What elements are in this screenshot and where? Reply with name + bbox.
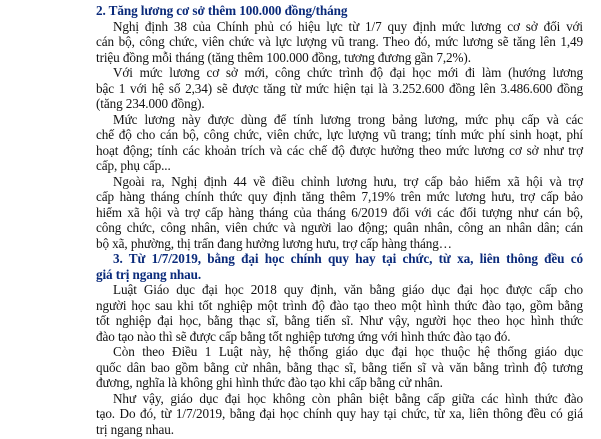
section-3-heading-line-2: giá trị ngang nhau. (96, 266, 202, 282)
s2-p2-line-1: Với mức lương cơ sở mới, công chức trình độ đại học mới đi làm (hướng lương (113, 65, 583, 81)
s2-p1-line-3: triệu đồng mỗi tháng (tăng thêm 100.000 đồng, tương đương gần 7,2%). (96, 49, 471, 65)
s3-p1-line-2: người học sau khi tốt nghiệp một trình độ đào tạo theo một hình thức đào tạo, gồm bằng (96, 297, 583, 313)
s2-p3-line-2: chế độ cho cán bộ, công chức, viên chức, lực lượng vũ trang; tính mức phí sinh hoạt, phí (96, 127, 583, 143)
s2-p1-line-1: Nghị định 38 của Chính phủ có hiệu lực từ 1/7 quy định mức lương cơ sở đối với (113, 18, 583, 34)
s3-p1-line-3: tốt nghiệp đại học, bằng thạc sĩ, bằng tiến sĩ. Như vậy, người học theo học hình thức (96, 313, 583, 329)
s3-p3-line-1: Như vậy, giáo dục đại học không còn phân biệt bằng cấp giữa các hình thức đào (113, 390, 583, 406)
s3-p2-line-2: quốc dân bao gồm bằng cử nhân, bằng thạc sĩ, bằng tiến sĩ và văn bằng trình độ tương (96, 359, 583, 375)
s3-p2-line-3: đương, nghĩa là không ghi hình thức đào tạo khi cấp bằng cử nhân. (96, 375, 443, 391)
s3-p3-line-2: tạo. Do đó, từ 1/7/2019, bằng đại học chính quy hay tại chức, từ xa, liên thông đều có giá (96, 406, 583, 422)
s2-p2-line-2: bậc 1 với hệ số 2,34) sẽ được tăng từ mức hiện tại là 3.252.600 đồng lên 3.486.600 đồng (96, 80, 583, 96)
s2-p4-line-1: Ngoài ra, Nghị định 44 về điều chỉnh lương hưu, trợ cấp bảo hiểm xã hội và trợ (113, 173, 583, 189)
section-3-heading-line-1: 3. Từ 1/7/2019, bằng đại học chính quy hay tại chức, từ xa, liên thông đều có (113, 251, 583, 267)
s3-p2-line-1: Còn theo Điều 1 Luật này, hệ thống giáo dục đại học thuộc hệ thống giáo dục (113, 344, 583, 360)
s2-p3-line-4: cấp, phụ cấp... (96, 158, 171, 174)
s3-p3-line-3: trị ngang nhau. (96, 422, 174, 437)
s2-p2-line-3: (tăng 234.000 đồng). (96, 96, 205, 112)
s2-p3-line-1: Mức lương này được dùng để tính lương trong bảng lương, mức phụ cấp và các (113, 111, 583, 127)
s2-p4-line-3: hiểm xã hội và trợ cấp hàng tháng của tháng 6/2019 đối với các đối tượng như cán bộ, (96, 204, 583, 220)
s2-p4-line-4: công chức, công nhân, viên chức và người lao động; quân nhân, công an nhân dân; cán (96, 220, 583, 236)
s2-p3-line-3: hoạt động; tính các khoản trích và các chế độ được hưởng theo mức lương cơ sở như trợ (96, 142, 583, 158)
s2-p4-line-5: bộ xã, phường, thị trấn đang hưởng lương hưu, trợ cấp hàng tháng… (96, 235, 452, 251)
s2-p1-line-2: cán bộ, công chức, viên chức và lực lượng vũ trang. Theo đó, mức lương sẽ tăng lên 1,49 (96, 34, 583, 50)
s3-p1-line-1: Luật Giáo dục đại học 2018 quy định, văn bằng giáo dục đại học được cấp cho (113, 282, 583, 298)
section-2-heading: 2. Tăng lương cơ sở thêm 100.000 đồng/tháng (96, 3, 348, 18)
s2-p4-line-2: cấp hàng tháng chính thức quy định tăng thêm 7,19% trên mức lương hưu, trợ cấp bảo (96, 189, 583, 205)
s3-p1-line-4: đào tạo nào thì sẽ được cấp bằng tốt nghiệp tương ứng với hình thức đào tạo đó. (96, 328, 511, 344)
